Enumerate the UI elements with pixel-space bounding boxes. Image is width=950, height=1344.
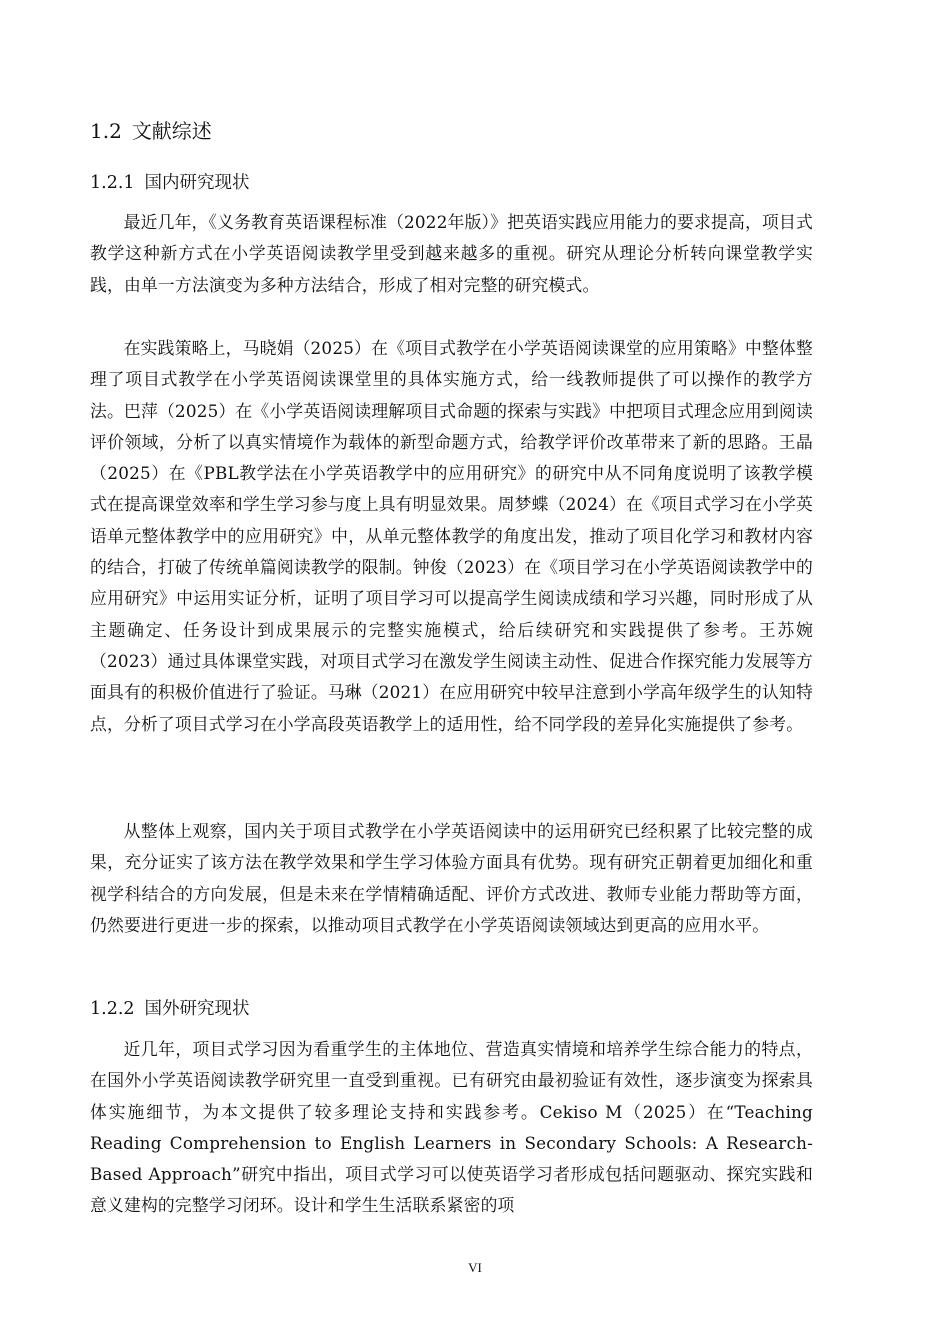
section-title: 文献综述 [131,119,212,143]
page-number: VI [468,1260,482,1275]
subsection-title: 国内研究现状 [144,173,250,193]
section-heading [90,118,212,144]
paragraph: 从整体上观察，国内关于项目式教学在小学英语阅读中的运用研究已经积累了比较完整的成果，充分证实了该方法在教学效果和学生学习体验方面具有优势。现有研究正朝着更加细化和重视学科结合的方向发展，但是未来在学情精确适配、评价方式改进、教师专业能力帮助等方面，仍然要进行更进一步的探索，以推动项目式教学在小学英语阅读领域达到更高的应用水平。 [90,821,813,935]
paragraph: 最近几年，《义务教育英语课程标准（2022年版）》把英语实践应用能力的要求提高，项目式教学这种新方式在小学英语阅读教学里受到越来越多的重视。研究从理论分析转向课堂教学实践，由单一方法演变为多种方法结合，形成了相对完整的研究模式。 [90,212,813,295]
subsection-number: 1.2.2 [90,999,135,1019]
subsection-title: 国外研究现状 [144,999,250,1019]
subsection-heading-foreign [90,997,250,1021]
section-number: 1.2 [90,119,122,143]
paragraph: 在实践策略上，马晓娟（2025）在《项目式教学在小学英语阅读课堂的应用策略》中整体整理了项目式教学在小学英语阅读课堂里的具体实施方式，给一线教师提供了可以操作的教学方法。巴萍（2025）在《小学英语阅读理解项目式命题的探索与实践》中把项目式理念应用到阅读评价领域，分析了以真实情境作为载体的新型命题方式，给教学评价改革带来了新的思路。王晶（2025）在《PBL教学法在小学英语教学中的应用研究》的研究中从不同角度说明了该教学模式在提高课堂效率和学生学习参与度上具有明显效果。周梦蝶（2024）在《项目式学习在小学英语单元整体教学中的应用研究》中，从单元整体教学的角度出发，推动了项目化学习和教材内容的结合，打破了传统单篇阅读教学的限制。钟俊（2023）在《项目学习在小学英语阅读教学中的应用研究》中运用实证分析，证明了项目学习可以提高学生阅读成绩和学习兴趣，同时形成了从主题确定、任务设计到成果展示的完整实施模式，给后续研究和实践提供了参考。王苏婉（2023）通过具体课堂实践，对项目式学习在激发学生阅读主动性、促进合作探究能力发展等方面具有的积极价值进行了验证。马琳（2021）在应用研究中较早注意到小学高年级学生的认知特点，分析了项目式学习在小学高段英语教学上的适用性，给不同学段的差异化实施提供了参考。 [90,338,813,734]
subsection-heading-domestic [90,171,250,195]
subsection-number: 1.2.1 [90,173,135,193]
paragraph: 近几年，项目式学习因为看重学生的主体地位、营造真实情境和培养学生综合能力的特点，在国外小学英语阅读教学研究里一直受到重视。已有研究由最初验证有效性，逐步演变为探索具体实施细节，为本文提供了较多理论支持和实践参考。Cekiso M（2025）在“Teaching Reading Comprehension to English Learners in Secondary Schools: A Research-Based Approach”研究中指出，项目式学习可以使英语学习者形成包括问题驱动、探究实践和意义建构的完整学习闭环。设计和学生生活联系紧密的项 [90,1039,813,1216]
